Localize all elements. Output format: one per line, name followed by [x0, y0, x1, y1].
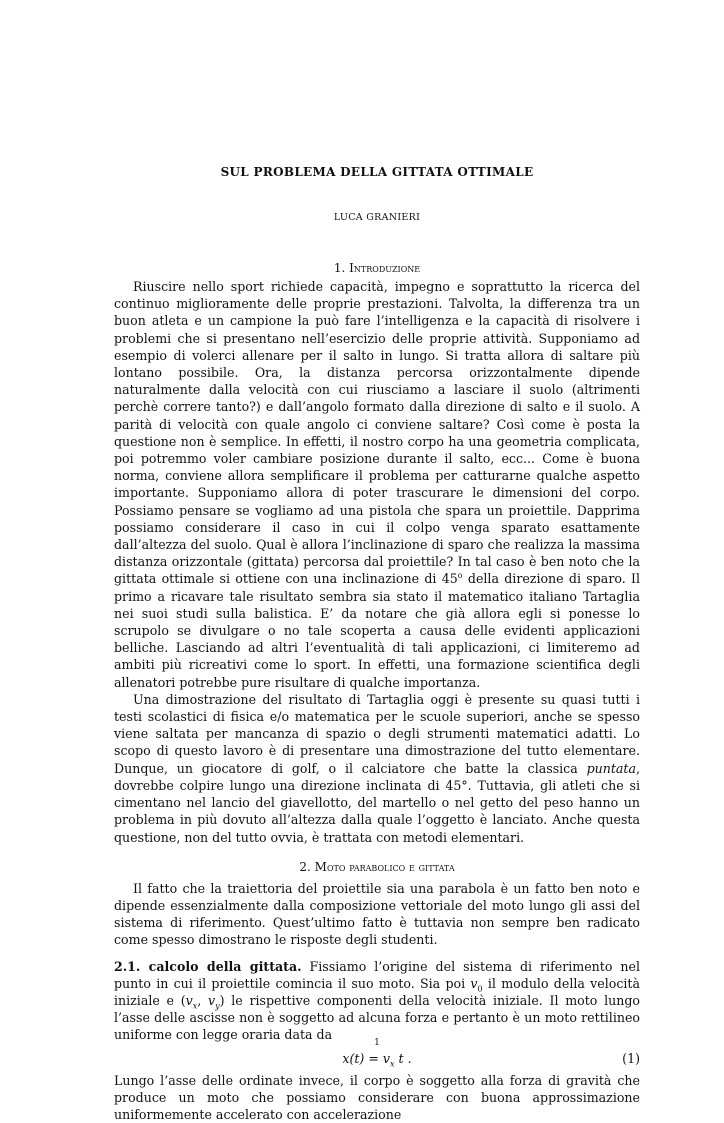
- equation-1: [114, 1048, 640, 1070]
- section-heading-introduction: 1. Introduzione: [333, 261, 421, 275]
- paper-author: LUCA GRANIERI: [333, 212, 421, 223]
- page-number: 1: [374, 1038, 380, 1048]
- intro-paragraph-2: Una dimostrazione del risultato di Tartaglia oggi è presente su quasi tutti i testi scolastici di fisica e/o matematica per le scuole superiori, anche se spesso viene saltata per mancanza di spazio o degli strumenti matematici adatti. Lo scopo di questo lavoro è di presentare una dimostrazione del tutto elementare. Dunque, un giocatore di golf, o il calciatore che batte la classica puntata, dovrebbe colpire lungo una direzione inclinata di 45°. Tuttavia, gli atleti che si cimentano nel lancio del giavellotto, del martello o nel getto del peso hanno un problema in più dovuto all’altezza dalla quale l’oggetto è lanciato. Anche questa questione, non del tutto ovvia, è trattata con metodi elementari.: [114, 691, 640, 845]
- paper-page: [114, 150, 640, 1123]
- section-heading-moto-parabolico: 2. Moto parabolico e gittata: [299, 859, 455, 874]
- paper-title: SUL PROBLEMA DELLA GITTATA OTTIMALE: [220, 165, 534, 179]
- equation-number: (1): [622, 1050, 640, 1066]
- equation-expression: $x(t) = v_x$ t .: [342, 1050, 412, 1069]
- subsection-title: 2.1. calcolo della gittata.: [114, 958, 302, 974]
- intro-paragraph-1: Riuscire nello sport richiede capacità, impegno e soprattutto la ricerca del continuo miglioramente delle proprie prestazioni. Talvolta, la differenza tra un buon atleta e un campione la può fare l’intelligenza e la capacità di risolvere i problemi che si presentano nell’esercizio delle proprie attività. Supponiamo ad esempio di volerci allenare per il salto in lungo. Si tratta allora di saltare più lontano possibile. Ora, la distanza percorsa orizzontalmente dipende naturalmente dalla velocità con cui riusciamo a lasciare il suolo (altrimenti perchè correre tanto?) e dall’angolo formato dalla direzione di salto e il suolo. A parità di velocità con quale angolo ci conviene saltare? Così come è posta la questione non è semplice. In effetti, il nostro corpo ha una geometria complicata, poi potremmo voler cambiare posizione durante il salto, ecc... Come è buona norma, conviene allora semplificare il problema per catturarne qualche aspetto importante. Supponiamo allora di poter trascurare le dimensioni del corpo. Possiamo pensare se vogliamo ad una pistola che spara un proiettile. Dapprima possiamo considerare il caso in cui il colpo venga sparato esattamente dall’altezza del suolo. Qual è allora l’inclinazione di sparo che realizza la massima distanza orizzontale (gittata) percorsa dal proiettile? In tal caso è ben noto che la gittata ottimale si ottiene con una inclinazione di 45$^o$ della direzione di sparo. Il primo a ricavare tale risultato sembra sia stato il matematico italiano Tartaglia nei suoi studi sulla balistica. E’ da notare che già allora egli si ponesse lo scrupolo se divulgare o no tale scoperta a causa delle evidenti applicazioni belliche. Lasciando ad altri l’eventualità di tali applicazioni, ci limiteremo ad ambiti più ricreativi come lo sport. In effetti, una formazione scientifica degli allenatori potrebbe pure risultare di qualche importanza.: [114, 279, 640, 690]
- subsection-calcolo-gittata: 2.1. calcolo della gittata. Fissiamo l’origine del sistema di riferimento nel punto in cui il proiettile comincia il suo moto. Sia poi $v_0$ il modulo della velocità iniziale e ($v_x$, $v_y$) le rispettive componenti della velocità iniziale. Il moto lungo l’asse delle ascisse non è soggetto ad alcuna forza e pertanto è un moto rettilineo uniforme con legge oraria data da: [114, 958, 640, 1043]
- final-paragraph: Lungo l’asse delle ordinate invece, il corpo è soggetto alla forza di gravità che produce un moto che possiamo considerare con buona approssimazione uniformemente accelerato con accelerazione: [114, 1072, 640, 1122]
- section2-paragraph: Il fatto che la traiettoria del proiettile sia una parabola è un fatto ben noto e dipende essenzialmente dalla composizione vettoriale del moto lungo gli assi del sistema di riferimento. Quest’ultimo fatto è tuttavia non sempre ben radicato come spesso dimostrano le risposte degli studenti.: [114, 880, 640, 948]
